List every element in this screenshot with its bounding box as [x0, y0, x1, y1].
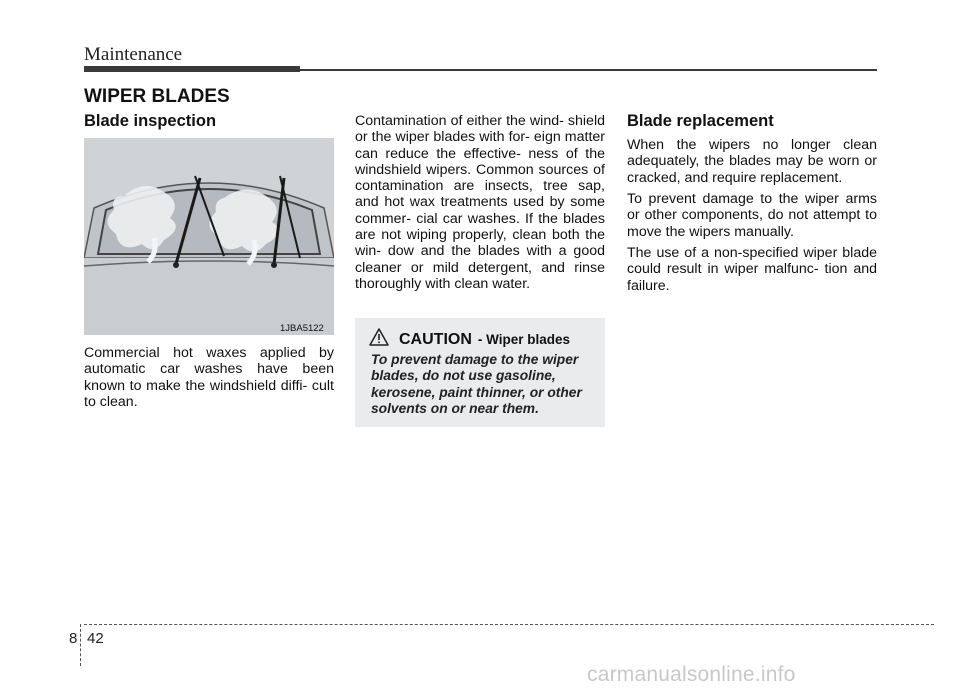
blade-replacement-heading: Blade replacement — [627, 112, 774, 130]
replacement-paragraph-3: The use of a non-specified wiper blade could result in wiper malfunc- tion and failure. — [627, 245, 877, 294]
watermark-text: carmanualsonline.info — [587, 663, 796, 686]
replacement-paragraph-2: To prevent damage to the wiper arms or other components, do not attempt to move the wipers manually. — [627, 191, 877, 240]
caution-word: CAUTION — [399, 330, 472, 348]
footer-chapter-number: 8 — [69, 630, 78, 647]
windshield-illustration — [84, 138, 334, 335]
commercial-waxes-paragraph: Commercial hot waxes applied by automatic car washes have been known to make the windshield diffi- cult to clean. — [84, 345, 334, 410]
blade-inspection-heading: Blade inspection — [84, 112, 217, 130]
warning-triangle-icon — [369, 328, 389, 351]
footer-dashed-rule — [84, 624, 934, 625]
header-rule-thin — [300, 69, 877, 71]
caution-heading — [369, 328, 570, 351]
figure-label: 1JBA5122 — [280, 323, 324, 334]
footer-vertical-rule — [80, 624, 81, 666]
contamination-paragraph: Contamination of either the wind- shield or the wiper blades with for- eign matter can reduce the effective- ness of the windshield wipers. Common sources of contamination are insects, tree sap, and hot wax treatments used by some commer- cial car washes. If the blades are not wiping properly, clean both the win- dow and the blades with a good cleaner or mild detergent, and rinse thoroughly with clean water. — [355, 113, 605, 292]
caution-box — [355, 318, 605, 427]
page-header-title: Maintenance — [84, 44, 183, 65]
windshield-wiper-figure — [84, 138, 334, 335]
header-rule-thick — [84, 66, 300, 72]
caution-text: To prevent damage to the wiper blades, do not use gasoline, kerosene, paint thinner, or other solvents on or near them. — [371, 352, 582, 416]
replacement-paragraph-1: When the wipers no longer clean adequately, the blades may be worn or cracked, and require replacement. — [627, 137, 877, 186]
footer-page-number: 42 — [87, 630, 104, 647]
section-title: WIPER BLADES — [84, 86, 230, 107]
caution-subtitle: - Wiper blades — [477, 332, 571, 347]
